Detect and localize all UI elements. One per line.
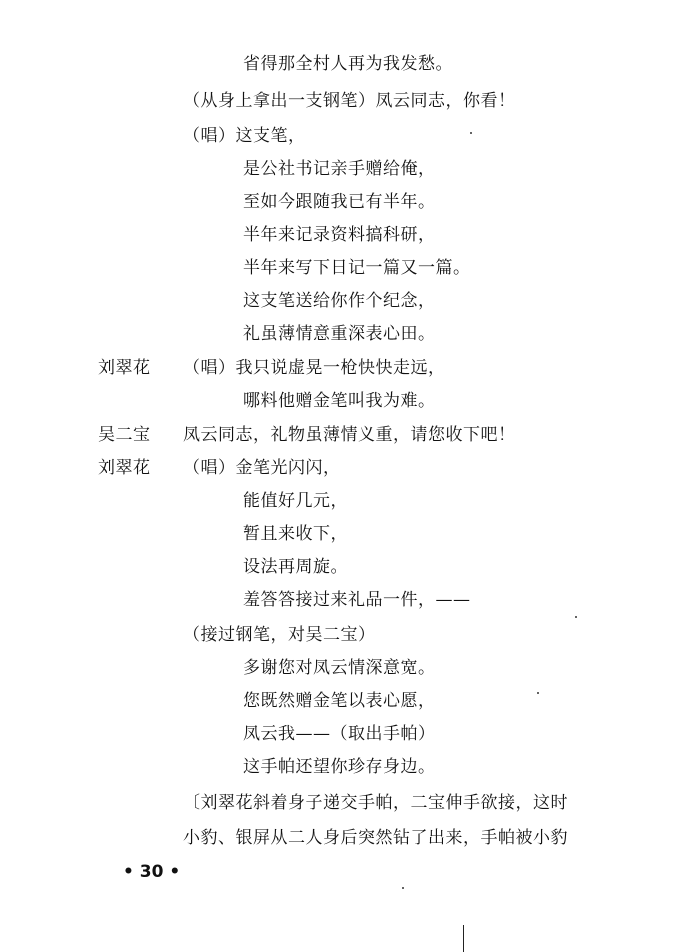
text-line: 多谢您对凤云情深意宽。 — [243, 658, 436, 678]
speaker-name: 吴二宝 — [98, 425, 151, 445]
text-line: 设法再周旋。 — [243, 557, 348, 577]
text-line: 羞答答接过来礼品一件，—— — [243, 590, 471, 610]
scan-edge-line — [463, 925, 464, 952]
text-line: 能值好几元， — [243, 491, 348, 511]
text-line: 这支笔送给你作个纪念， — [243, 291, 436, 311]
text-line: 凤云我——（取出手帕） — [243, 724, 436, 744]
stage-direction-line: （接过钢笔，对吴二宝） — [183, 625, 376, 645]
text-line: 哪料他赠金笔叫我为难。 — [243, 391, 436, 411]
text-line: 凤云同志，礼物虽薄情义重，请您收下吧！ — [183, 425, 516, 445]
text-line: 暂且来收下， — [243, 524, 348, 544]
speaker-name: 刘翠花 — [98, 358, 151, 378]
scan-speck — [470, 132, 472, 134]
text-line: 这手帕还望你珍存身边。 — [243, 757, 436, 777]
text-line: 礼虽薄情意重深表心田。 — [243, 324, 436, 344]
scan-speck — [402, 887, 404, 889]
text-line: （唱）我只说虚晃一枪快快走远， — [183, 358, 446, 378]
stage-direction-line: （从身上拿出一支钢笔）凤云同志，你看！ — [183, 91, 516, 111]
scan-speck — [575, 616, 577, 618]
text-line: 半年来记录资料搞科研， — [243, 225, 436, 245]
scan-speck — [537, 692, 539, 694]
text-line: 您既然赠金笔以表心愿， — [243, 691, 436, 711]
text-line: （唱）这支笔， — [183, 126, 306, 146]
stage-direction-line: 小豹、银屏从二人身后突然钻了出来，手帕被小豹 — [183, 828, 568, 848]
text-line: 省得那全村人再为我发愁。 — [243, 54, 453, 74]
text-line: 是公社书记亲手赠给俺， — [243, 159, 436, 179]
text-line: （唱）金笔光闪闪， — [183, 458, 341, 478]
text-line: 半年来写下日记一篇又一篇。 — [243, 258, 471, 278]
stage-direction-line: 〔刘翠花斜着身子递交手帕，二宝伸手欲接，这时 — [183, 793, 568, 813]
page-number: • 30 • — [123, 862, 181, 882]
text-line: 至如今跟随我已有半年。 — [243, 192, 436, 212]
speaker-name: 刘翠花 — [98, 458, 151, 478]
